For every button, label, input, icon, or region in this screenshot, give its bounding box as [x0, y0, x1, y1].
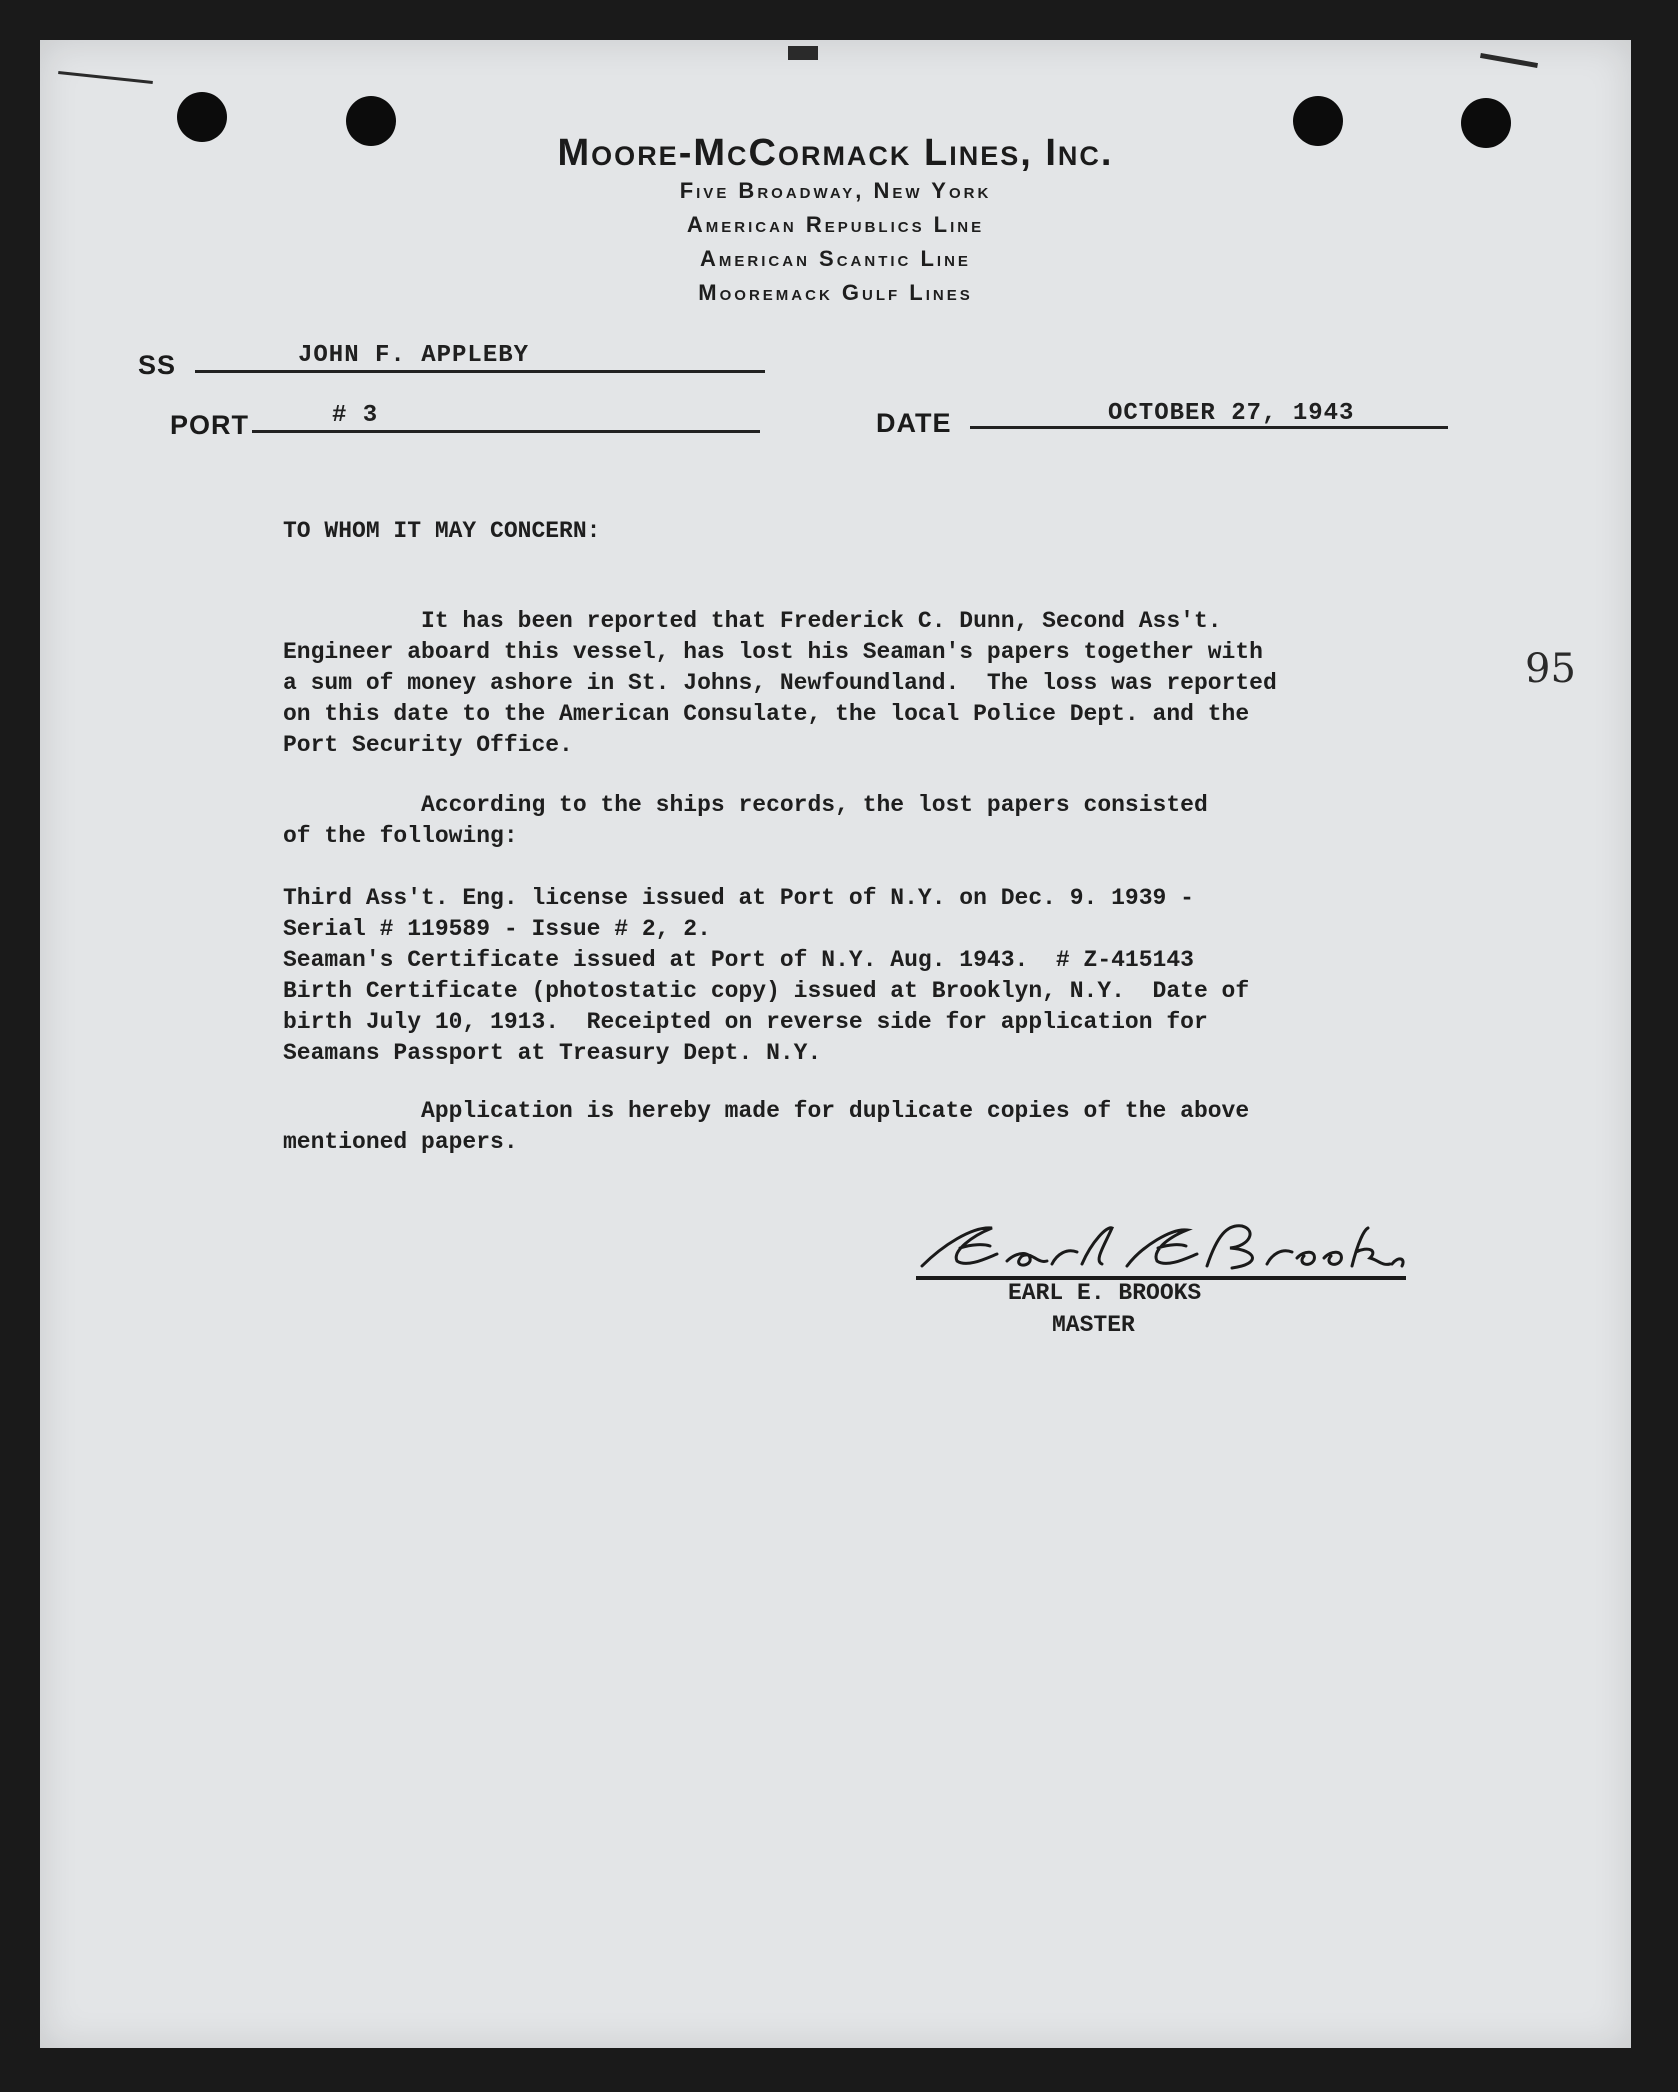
handwritten-signature	[912, 1206, 1412, 1286]
port-value: # 3	[332, 402, 379, 429]
company-address: Five Broadway, New York	[679, 178, 992, 203]
port-label: PORT	[170, 410, 250, 440]
signer-name: EARL E. BROOKS	[1008, 1280, 1202, 1306]
date-label: DATE	[876, 408, 952, 438]
line-name-2: American Scantic Line	[700, 246, 971, 271]
company-name: Moore-McCormack Lines, Inc.	[557, 132, 1114, 174]
line-name-1: American Republics Line	[686, 212, 985, 237]
text-line: on this date to the American Consulate, the local Police Dept. and the	[283, 701, 1250, 727]
list-item: Seaman's Certificate issued at Port of N.Y. Aug. 1943. # Z-415143	[283, 947, 1194, 973]
text-line: mentioned papers.	[283, 1129, 518, 1155]
text-line: It has been reported that Frederick C. Dunn, Second Ass't.	[283, 608, 1222, 634]
list-item: birth July 10, 1913. Receipted on reverse side for application for	[283, 1009, 1208, 1035]
text-line: of the following:	[283, 823, 518, 849]
scan-mark	[1480, 53, 1538, 68]
scan-mark	[788, 46, 818, 60]
text-line: Port Security Office.	[283, 732, 573, 758]
scan-mark	[58, 71, 153, 84]
salutation: TO WHOM IT MAY CONCERN:	[283, 518, 601, 544]
page-number: 95	[1525, 646, 1576, 692]
letter-page	[40, 40, 1631, 2048]
ss-label: SS	[138, 350, 177, 380]
list-item: Seamans Passport at Treasury Dept. N.Y.	[283, 1040, 822, 1066]
line-name-3: Mooremack Gulf Lines	[698, 280, 973, 305]
ss-rule	[195, 370, 765, 373]
list-item: Serial # 119589 - Issue # 2, 2.	[283, 916, 711, 942]
date-value: OCTOBER 27, 1943	[1108, 400, 1355, 427]
ss-value: JOHN F. APPLEBY	[298, 342, 530, 369]
port-rule	[252, 430, 760, 433]
text-line: Engineer aboard this vessel, has lost his Seaman's papers together with	[283, 639, 1263, 665]
text-line: a sum of money ashore in St. Johns, Newfoundland. The loss was reported	[283, 670, 1277, 696]
text-line: Application is hereby made for duplicate copies of the above	[283, 1098, 1250, 1124]
list-item: Birth Certificate (photostatic copy) issued at Brooklyn, N.Y. Date of	[283, 978, 1250, 1004]
signer-title: MASTER	[1052, 1312, 1135, 1338]
list-item: Third Ass't. Eng. license issued at Port of N.Y. on Dec. 9. 1939 -	[283, 885, 1194, 911]
text-line: According to the ships records, the lost papers consisted	[283, 792, 1208, 818]
